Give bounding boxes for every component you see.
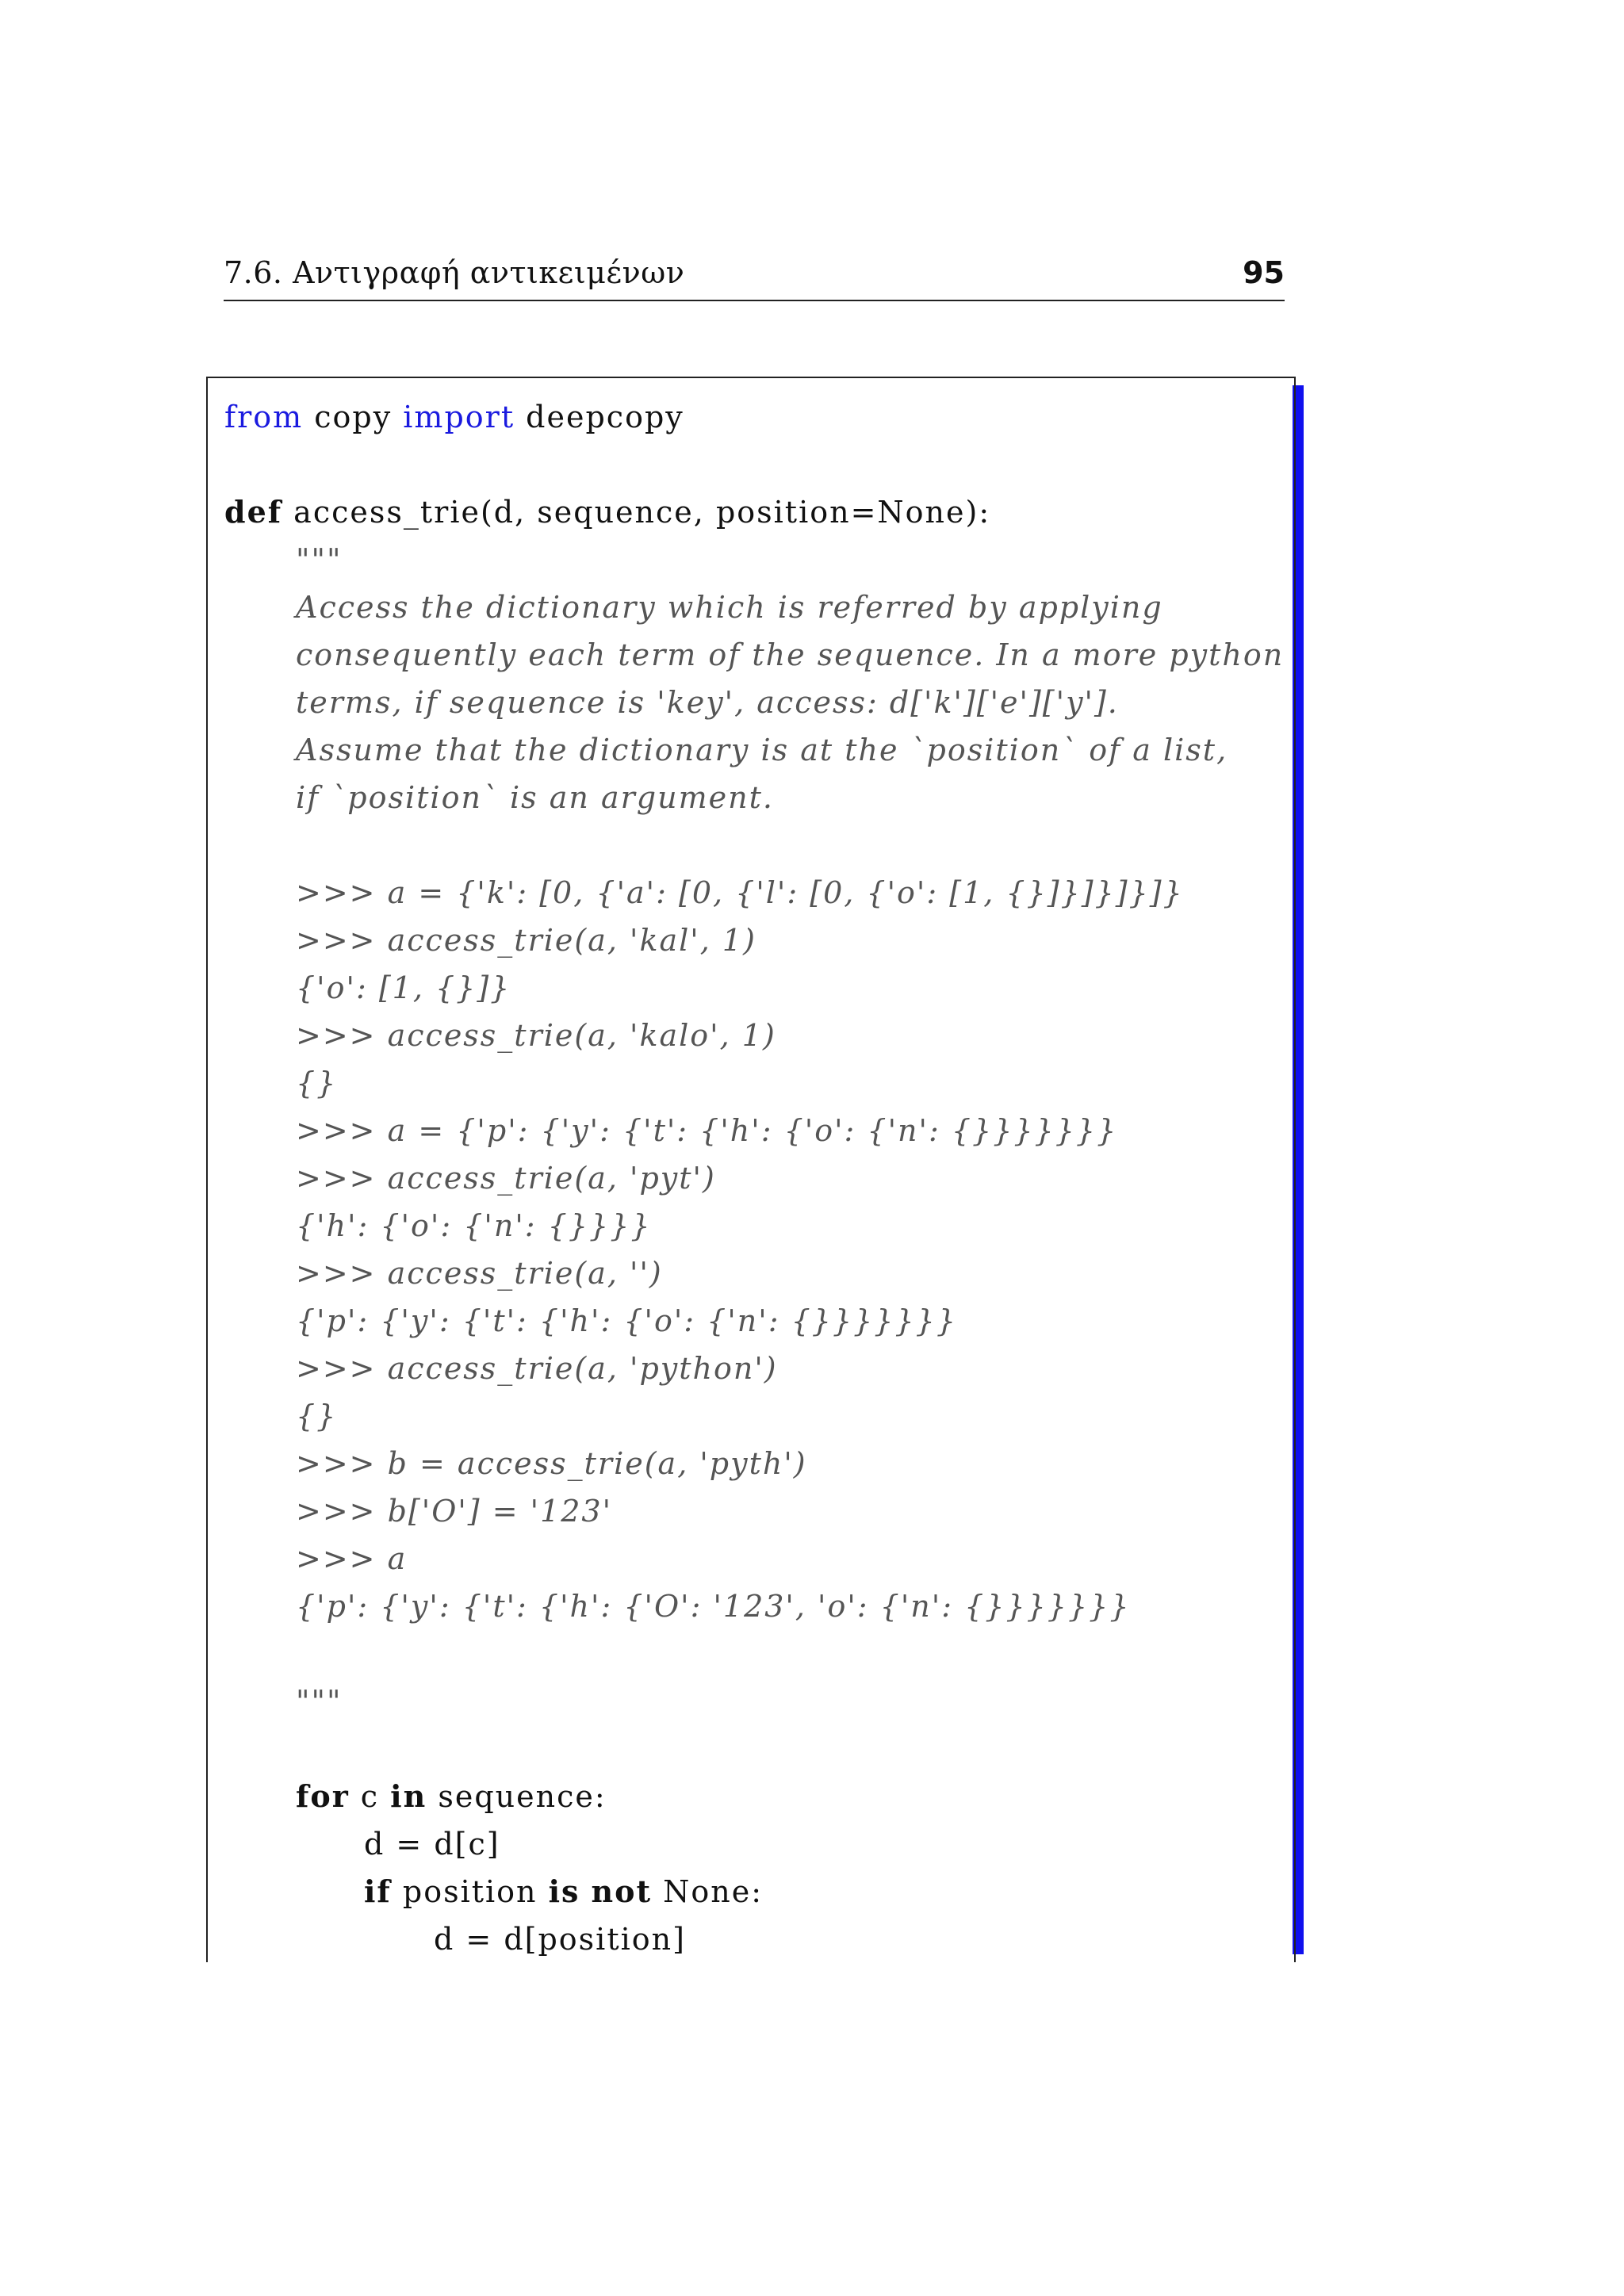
docstring-line: {'o': [1, {}]} (296, 970, 511, 1005)
docstring-line: {} (296, 1399, 338, 1433)
page-number: 95 (1243, 255, 1285, 290)
docstring-line: if `position` is an argument. (296, 780, 774, 815)
docstring-line: {'p': {'y': {'t': {'h': {'o': {'n': {}}}}}}} (296, 1303, 958, 1338)
code-line-position: d = d[position] (434, 1922, 686, 1957)
docstring-line: >>> b['O'] = '123' (296, 1494, 613, 1529)
keyword-from: from (224, 400, 304, 434)
docstring-line: >>> a (296, 1541, 408, 1576)
code-line-import (224, 393, 684, 441)
keyword-for: for (296, 1778, 350, 1814)
docstring-line: >>> access_trie(a, '') (296, 1256, 663, 1291)
docstring-line: {'h': {'o': {'n': {}}}} (296, 1208, 652, 1243)
docstring-line: Assume that the dictionary is at the `position` of a list, (296, 733, 1228, 767)
docstring-line: Access the dictionary which is referred by applying (296, 590, 1163, 625)
code-text: None: (652, 1874, 764, 1909)
docstring-line: >>> access_trie(a, 'kalo', 1) (296, 1018, 776, 1053)
code-text (580, 1874, 591, 1909)
docstring-line: consequently each term of the sequence. In a more python (296, 637, 1285, 672)
docstring-line: >>> access_trie(a, 'pyt') (296, 1161, 716, 1196)
running-header (224, 255, 1285, 301)
code-text: c (349, 1779, 391, 1814)
code-text: sequence: (427, 1779, 607, 1814)
code-text: copy (303, 400, 404, 434)
docstring-line: >>> access_trie(a, 'kal', 1) (296, 923, 756, 958)
docstring-line: >>> access_trie(a, 'python') (296, 1351, 778, 1386)
docstring-line: >>> a = {'p': {'y': {'t': {'h': {'o': {'n': {}}}}}}} (296, 1113, 1118, 1148)
header-rule (224, 300, 1285, 301)
docstring-close: """ (296, 1684, 343, 1719)
keyword-in: in (390, 1778, 427, 1814)
docstring-line: terms, if sequence is 'key', access: d['k']['e']['y']. (296, 685, 1119, 720)
code-line-if (364, 1868, 763, 1915)
code-text: access_trie(d, sequence, position=None): (282, 495, 991, 530)
docstring-line: >>> a = {'k': [0, {'a': [0, {'l': [0, {'o': [1, {}]}]}]}]} (296, 875, 1184, 910)
code-text: deepcopy (515, 400, 684, 434)
code-text: position (391, 1874, 549, 1909)
code-line-def (224, 488, 990, 536)
section-title: 7.6. Αντιγραφή αντικειμένων (224, 255, 685, 290)
code-line-for (296, 1773, 607, 1820)
keyword-def: def (224, 494, 283, 530)
docstring-line: {} (296, 1066, 338, 1100)
docstring-line: {'p': {'y': {'t': {'h': {'O': '123', 'o': {'n': {}}}}}}} (296, 1589, 1131, 1624)
code-line-assign: d = d[c] (364, 1827, 500, 1862)
keyword-import: import (403, 400, 515, 434)
keyword-if: if (364, 1873, 392, 1909)
docstring-line: >>> b = access_trie(a, 'pyth') (296, 1446, 807, 1481)
keyword-is: is (548, 1873, 580, 1909)
keyword-not: not (591, 1873, 653, 1909)
docstring-open: """ (296, 542, 343, 577)
